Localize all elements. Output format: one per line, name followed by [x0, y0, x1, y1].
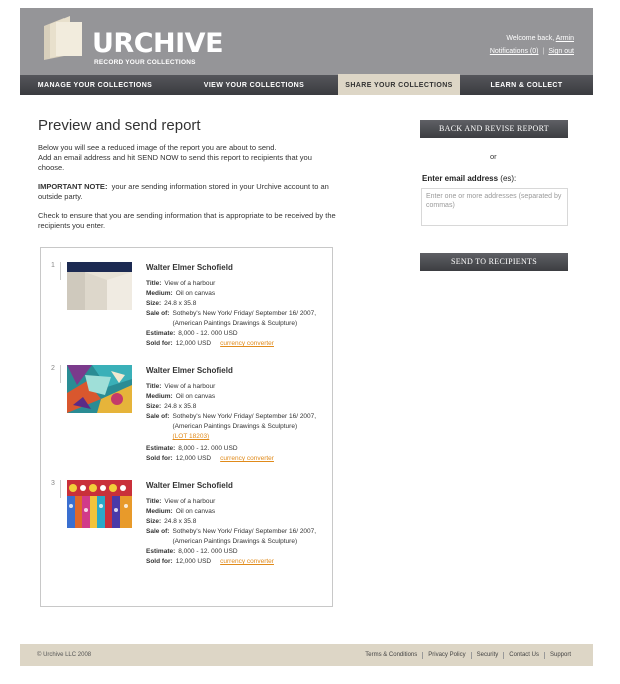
item-divider: [60, 365, 61, 383]
detail-value: 8,000 - 12. 000 USD: [178, 548, 238, 555]
detail-value: Oil on canvas: [175, 393, 216, 400]
main-nav: [20, 75, 593, 95]
detail-key: Size:: [146, 300, 162, 307]
detail-medium: [146, 289, 331, 299]
currency-converter-link[interactable]: currency converter: [220, 455, 274, 462]
footer-link-security[interactable]: Security: [471, 652, 504, 659]
detail-medium: [146, 392, 331, 402]
detail-value: View of a harbour: [164, 280, 216, 287]
detail-sale: [146, 412, 331, 442]
detail-key: Medium:: [146, 508, 173, 515]
item-number: 3: [51, 480, 55, 487]
detail-key: Medium:: [146, 290, 173, 297]
detail-estimate: [146, 329, 331, 339]
note-label: IMPORTANT NOTE:: [38, 182, 108, 191]
artwork-thumbnail-2[interactable]: [67, 365, 132, 413]
detail-key: Sale of:: [146, 413, 170, 420]
currency-converter-link[interactable]: currency converter: [220, 558, 274, 565]
intro-text: [38, 143, 338, 240]
detail-value: 12,000 USD: [175, 558, 212, 565]
logo-tagline: RECORD YOUR COLLECTIONS: [94, 59, 196, 66]
detail-sold-for: [146, 557, 331, 567]
detail-sold-for: [146, 339, 331, 349]
nav-learn-collect[interactable]: LEARN & COLLECT: [490, 82, 563, 89]
detail-title: [146, 497, 331, 507]
detail-key: Sold for:: [146, 558, 173, 565]
detail-value: 24.8 x 35.8: [164, 518, 197, 525]
back-and-revise-button[interactable]: BACK AND REVISE REPORT: [420, 120, 568, 138]
welcome-message: [506, 35, 574, 42]
detail-title: [146, 382, 331, 392]
artwork-details: [146, 279, 331, 349]
detail-key: Estimate:: [146, 548, 176, 555]
copyright-text: © Urchive LLC 2008: [37, 652, 92, 658]
lot-link[interactable]: (LOT 18203): [172, 433, 210, 440]
footer-links: [360, 652, 576, 659]
intro-paragraph: [38, 143, 338, 173]
detail-value: 8,000 - 12. 000 USD: [178, 445, 238, 452]
detail-key: Medium:: [146, 393, 173, 400]
or-divider: or: [490, 152, 497, 161]
item-number: 2: [51, 365, 55, 372]
currency-converter-link[interactable]: currency converter: [220, 340, 274, 347]
email-addresses-input[interactable]: [421, 188, 568, 226]
user-name-link[interactable]: Armin: [555, 35, 574, 42]
intro-line-1: Below you will see a reduced image of the report you are about to send.: [38, 143, 277, 152]
item-divider: [60, 480, 61, 498]
item-divider: [60, 262, 61, 280]
header-link-separator: |: [542, 48, 545, 55]
artwork-thumbnail-3[interactable]: [67, 480, 132, 528]
detail-value: Sotheby's New York/ Friday/ September 16/ 2007, (American Paintings Drawings & Sculpture): [172, 413, 317, 430]
footer-link-terms[interactable]: Terms & Conditions: [365, 652, 418, 658]
artwork-details: [146, 497, 331, 567]
detail-size: [146, 299, 331, 309]
detail-key: Sold for:: [146, 340, 173, 347]
nav-manage-collections[interactable]: MANAGE YOUR COLLECTIONS: [37, 82, 153, 89]
footer-link-support[interactable]: Support: [544, 652, 576, 659]
detail-key: Title:: [146, 383, 162, 390]
intro-line-2: Add an email address and hit SEND NOW to send this report to recipients that you choose.: [38, 153, 312, 172]
detail-value: Oil on canvas: [175, 508, 216, 515]
detail-key: Sale of:: [146, 310, 170, 317]
detail-medium: [146, 507, 331, 517]
header-links: [490, 48, 574, 55]
detail-value: View of a harbour: [164, 498, 216, 505]
artwork-details: [146, 382, 331, 464]
detail-value: 12,000 USD: [175, 340, 212, 347]
email-label-text: Enter email address: [422, 174, 499, 183]
artwork-thumbnail-1[interactable]: [67, 262, 132, 310]
detail-key: Title:: [146, 280, 162, 287]
important-note: [38, 182, 338, 202]
detail-title: [146, 279, 331, 289]
detail-value: 24.8 x 35.8: [164, 300, 197, 307]
detail-key: Sold for:: [146, 455, 173, 462]
detail-sale: [146, 527, 331, 547]
detail-sale: [146, 309, 331, 329]
detail-estimate: [146, 444, 331, 454]
detail-value: Sotheby's New York/ Friday/ September 16/ 2007, (American Paintings Drawings & Sculpture): [172, 310, 317, 327]
detail-value: 8,000 - 12. 000 USD: [178, 330, 238, 337]
footer-link-contact[interactable]: Contact Us: [503, 652, 544, 659]
detail-key: Estimate:: [146, 330, 176, 337]
page-title: Preview and send report: [38, 117, 201, 134]
detail-value: Oil on canvas: [175, 290, 216, 297]
notifications-link[interactable]: Notifications (0): [489, 48, 539, 55]
detail-value: View of a harbour: [164, 383, 216, 390]
detail-estimate: [146, 547, 331, 557]
detail-sold-for: [146, 454, 331, 464]
detail-size: [146, 517, 331, 527]
check-text: Check to ensure that you are sending information that is appropriate to be received by the recipients you enter.: [38, 211, 336, 230]
detail-size: [146, 402, 331, 412]
nav-view-collections[interactable]: VIEW YOUR COLLECTIONS: [203, 82, 305, 89]
item-number: 1: [51, 262, 55, 269]
artist-name: Walter Elmer Schofield: [146, 263, 233, 272]
detail-key: Estimate:: [146, 445, 176, 452]
detail-key: Sale of:: [146, 528, 170, 535]
site-header: [20, 8, 593, 75]
email-label-suffix: (es):: [500, 174, 517, 183]
detail-key: Size:: [146, 403, 162, 410]
detail-value: 24.8 x 35.8: [164, 403, 197, 410]
artist-name: Walter Elmer Schofield: [146, 481, 233, 490]
detail-value: 12,000 USD: [175, 455, 212, 462]
detail-key: Title:: [146, 498, 162, 505]
note-text: your are sending information stored in your Urchive account to an outside party.: [38, 182, 329, 201]
footer-link-privacy[interactable]: Privacy Policy: [422, 652, 470, 659]
artist-name: Walter Elmer Schofield: [146, 366, 233, 375]
report-preview: [40, 247, 333, 607]
urchive-logo-icon[interactable]: [42, 16, 88, 60]
nav-share-collections[interactable]: SHARE YOUR COLLECTIONS: [338, 74, 460, 95]
detail-key: Size:: [146, 518, 162, 525]
sign-out-link[interactable]: Sign out: [548, 48, 574, 55]
email-label: [422, 174, 516, 183]
send-to-recipients-button[interactable]: SEND TO RECIPIENTS: [420, 253, 568, 271]
welcome-prefix: Welcome back,: [506, 35, 555, 42]
logo-wordmark[interactable]: URCHIVE: [92, 28, 224, 59]
detail-value: Sotheby's New York/ Friday/ September 16/ 2007, (American Paintings Drawings & Sculpture): [172, 528, 317, 545]
detail-value-group: [172, 412, 331, 442]
site-footer: [20, 644, 593, 666]
